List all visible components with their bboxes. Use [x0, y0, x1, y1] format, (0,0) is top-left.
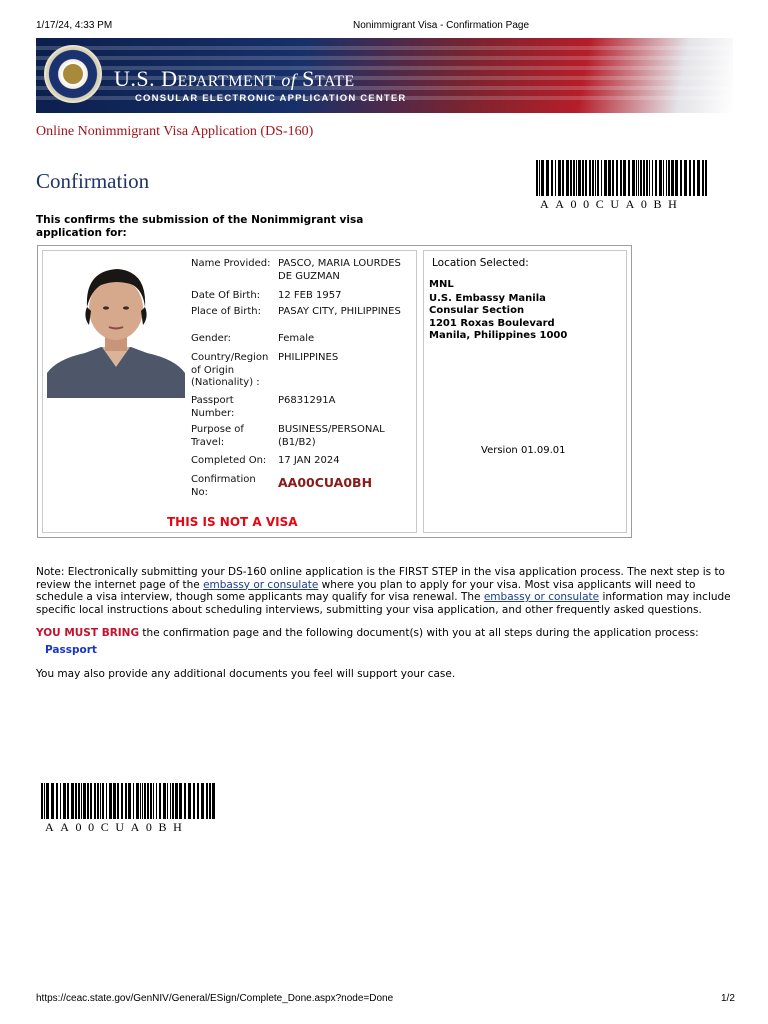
- department-subtitle: CONSULAR ELECTRONIC APPLICATION CENTER: [135, 93, 407, 104]
- eagle-icon: [61, 62, 85, 86]
- footer-page-number: 1/2: [721, 993, 735, 1004]
- confirmation-number: AA00CUA0BH: [278, 475, 373, 490]
- field-label: Date Of Birth:: [191, 290, 261, 301]
- field-value: PASCO, MARIA LOURDES DE GUZMAN: [278, 258, 401, 282]
- location-line: U.S. Embassy Manila: [429, 292, 546, 304]
- field-value: 12 FEB 1957: [278, 290, 342, 301]
- department-name: U.S. DEPARTMENT of STATE: [114, 66, 355, 91]
- barcode-text: AA00CUA0BH: [540, 197, 684, 211]
- note-paragraph: Note: Electronically submitting your DS-160 online application is the FIRST STEP in the visa application process. The next step is to review the internet page of the embassy or consulate where you plan to apply for your visa. Most visa applicants will need to schedule a visa interview, though some applicants may qualify for visa renewal. The embassy or consulate information may include specific local instructions about scheduling interviews, submitting your visa application, and other frequently asked questions.: [36, 566, 731, 616]
- barcode-bars: [536, 160, 711, 196]
- field-value: PHILIPPINES: [278, 352, 339, 363]
- barcode-text: AA00CUA0BH: [45, 820, 189, 834]
- field-label: Gender:: [191, 333, 232, 344]
- barcode-bars: [41, 783, 217, 819]
- footer-url: https://ceac.state.gov/GenNIV/General/ESign/Complete_Done.aspx?node=Done: [36, 993, 394, 1004]
- field-label: Place of Birth:: [191, 306, 261, 317]
- field-label: Country/Region of Origin (Nationality) :: [191, 352, 269, 388]
- field-value: Female: [278, 333, 315, 344]
- required-document: Passport: [45, 644, 97, 656]
- version-label: Version 01.09.01: [481, 445, 566, 456]
- print-page-title: Nonimmigrant Visa - Confirmation Page: [353, 20, 530, 31]
- field-label: Completed On:: [191, 455, 267, 466]
- location-title: Location Selected:: [432, 257, 529, 269]
- field-label: Passport Number:: [191, 395, 235, 419]
- location-line: 1201 Roxas Boulevard: [429, 317, 555, 329]
- print-datetime: 1/17/24, 4:33 PM: [36, 20, 113, 31]
- applicant-photo: [47, 255, 185, 398]
- barcode-bottom: [41, 783, 217, 835]
- location-address: [429, 279, 567, 343]
- field-value: 17 JAN 2024: [278, 455, 340, 466]
- location-code: MNL: [429, 279, 454, 290]
- additional-documents-text: You may also provide any additional documents you feel will support your case.: [36, 668, 456, 680]
- not-a-visa-notice: THIS IS NOT A VISA: [167, 515, 298, 529]
- field-label: Name Provided:: [191, 258, 271, 269]
- header-banner: [36, 38, 733, 113]
- field-value: PASAY CITY, PHILIPPINES: [278, 306, 401, 317]
- must-bring-text: YOU MUST BRING the confirmation page and the following document(s) with you at all steps during the application process:: [36, 627, 699, 639]
- location-line: Manila, Philippines 1000: [429, 330, 568, 341]
- embassy-consulate-info-link[interactable]: embassy or consulate: [483, 591, 600, 603]
- barcode-top: [536, 160, 711, 212]
- field-label: Purpose of Travel:: [191, 424, 244, 448]
- application-title: Online Nonimmigrant Visa Application (DS-160): [36, 124, 314, 139]
- embassy-consulate-link[interactable]: embassy or consulate: [203, 578, 319, 591]
- location-line: Consular Section: [429, 305, 525, 316]
- intro-text: This confirms the submission of the Nonimmigrant visa application for:: [36, 214, 364, 239]
- page-title: Confirmation: [36, 169, 150, 193]
- field-value: BUSINESS/PERSONAL (B1/B2): [278, 424, 385, 448]
- confirmation-label: Confirmation No:: [191, 474, 256, 498]
- field-value: P6831291A: [278, 395, 336, 406]
